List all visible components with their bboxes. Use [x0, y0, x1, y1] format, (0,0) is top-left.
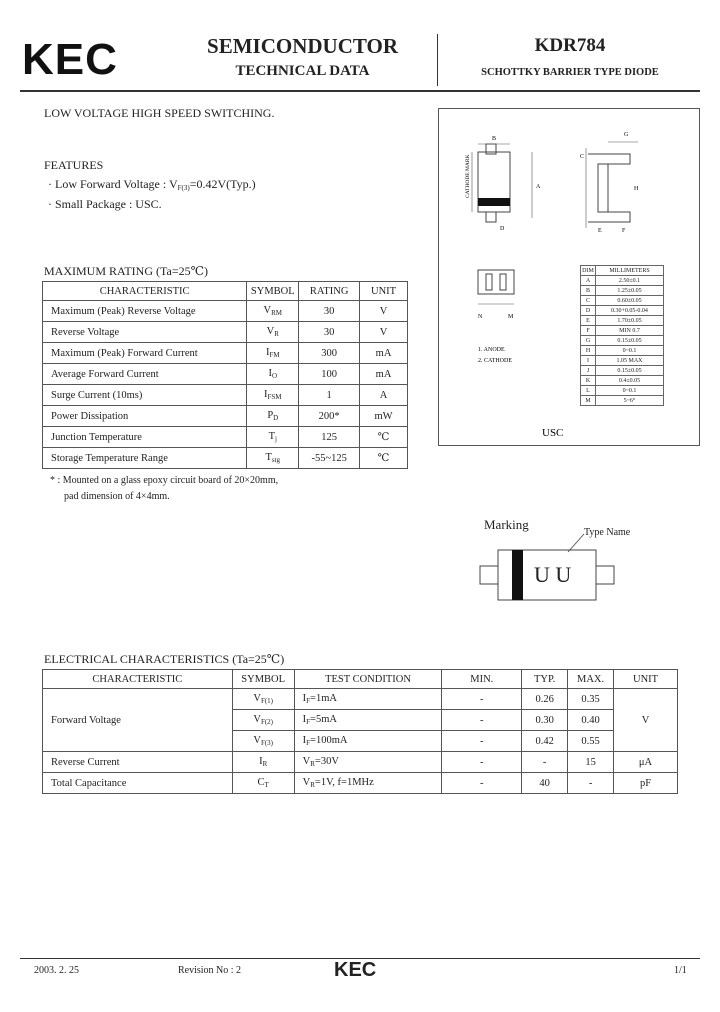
footer-logo: KEC: [334, 959, 377, 981]
column-header: TYP.: [522, 670, 568, 689]
min-cell: -: [442, 710, 522, 731]
rating-cell: 1: [299, 385, 360, 406]
marking-lead: [596, 566, 614, 584]
symbol-cell: $V_R$: [247, 322, 299, 343]
unit-cell: A: [360, 385, 408, 406]
characteristic-cell: Total Capacitance: [43, 773, 233, 794]
column-header: SYMBOL: [232, 670, 294, 689]
max-rating-table: [42, 281, 408, 469]
symbol-cell: $T_{stg}$: [247, 448, 299, 469]
dim-key: D: [581, 306, 596, 316]
column-header: MIN.: [442, 670, 522, 689]
column-header: MILLIMETERS: [596, 266, 664, 276]
electrical-table: [42, 669, 678, 794]
max-cell: 0.35: [568, 689, 614, 710]
symbol-cell: $C_T$: [232, 773, 294, 794]
characteristic-cell: Maximum (Peak) Reverse Voltage: [43, 301, 247, 322]
rating-note: pad dimension of 4×4mm.: [64, 491, 170, 502]
characteristic-cell: Surge Current (10ms): [43, 385, 247, 406]
symbol-cell: $I_{FSM}$: [247, 385, 299, 406]
dim-value: MIN 0.7: [596, 326, 664, 336]
table-row: [43, 448, 408, 469]
dim-value: 0.15±0.05: [596, 366, 664, 376]
dimension-table: [580, 265, 664, 406]
max-cell: -: [568, 773, 614, 794]
table-row: [581, 306, 664, 316]
dim-key: M: [581, 396, 596, 406]
table-row: [581, 396, 664, 406]
kec-logo: KEC: [22, 35, 118, 84]
column-header: RATING: [299, 282, 360, 301]
table-row: [581, 336, 664, 346]
table-row: [581, 286, 664, 296]
dim-key: B: [581, 286, 596, 296]
unit-cell: mW: [360, 406, 408, 427]
dim-value: 0~0.1: [596, 386, 664, 396]
pad: [500, 274, 506, 290]
max-rating-heading: MAXIMUM RATING (Ta=25℃): [44, 264, 209, 278]
rating-cell: 30: [299, 301, 360, 322]
dim-letter: G: [624, 132, 629, 138]
rating-cell: 300: [299, 343, 360, 364]
condition-cell: $I_F=5mA$: [294, 710, 442, 731]
column-header: MAX.: [568, 670, 614, 689]
side-view-outline: [588, 154, 630, 222]
dim-letter: D: [500, 226, 505, 232]
dim-value: 0.4±0.05: [596, 376, 664, 386]
footer-date: 2003. 2. 25: [34, 965, 79, 976]
table-row: [581, 296, 664, 306]
table-row: [43, 301, 408, 322]
dim-letter: M: [508, 314, 514, 320]
typ-cell: 0.42: [522, 731, 568, 752]
table-row: [43, 689, 678, 710]
min-cell: -: [442, 689, 522, 710]
typ-cell: 40: [522, 773, 568, 794]
table-row: [43, 752, 678, 773]
dim-letter: F: [622, 228, 626, 234]
table-row: [581, 376, 664, 386]
dim-letter: H: [634, 186, 639, 192]
condition-cell: $V_R=1V$, f=1MHz: [294, 773, 442, 794]
lead: [486, 212, 496, 222]
dim-value: 1.25±0.05: [596, 286, 664, 296]
characteristic-cell: Forward Voltage: [43, 689, 233, 752]
type-name-label: Type Name: [584, 527, 631, 538]
dim-letter: C: [580, 154, 585, 160]
dim-key: C: [581, 296, 596, 306]
characteristic-cell: Reverse Voltage: [43, 322, 247, 343]
condition-cell: $I_F=100mA$: [294, 731, 442, 752]
dim-letter: N: [478, 314, 483, 320]
symbol-cell: $I_{FM}$: [247, 343, 299, 364]
feature-item: · Small Package : USC.: [48, 197, 162, 211]
table-row: [581, 316, 664, 326]
marking-code: U U: [534, 562, 572, 587]
footer-revision: Revision No : 2: [178, 965, 242, 976]
typ-cell: -: [522, 752, 568, 773]
dim-letter: B: [492, 136, 497, 142]
symbol-cell: $P_D$: [247, 406, 299, 427]
dim-value: 2.50±0.1: [596, 276, 664, 286]
part-type: SCHOTTKY BARRIER TYPE DIODE: [481, 67, 659, 78]
leader-line: [568, 534, 584, 552]
unit-cell: mA: [360, 343, 408, 364]
column-header: UNIT: [614, 670, 678, 689]
dim-key: A: [581, 276, 596, 286]
min-cell: -: [442, 752, 522, 773]
column-header: TEST CONDITION: [294, 670, 442, 689]
pad: [486, 274, 492, 290]
condition-cell: $I_F=1mA$: [294, 689, 442, 710]
table-row: [43, 773, 678, 794]
cathode-band: [512, 550, 523, 600]
table-row: [43, 385, 408, 406]
rating-note: * : Mounted on a glass epoxy circuit board of 20×20mm,: [50, 475, 279, 486]
table-header-row: [43, 282, 408, 301]
table-header-row: [581, 266, 664, 276]
package-name: USC: [542, 427, 564, 439]
features-heading: FEATURES: [44, 158, 104, 172]
dim-value: 0.60±0.05: [596, 296, 664, 306]
dim-value: 5~6°: [596, 396, 664, 406]
unit-cell: V: [614, 689, 678, 752]
table-row: [581, 276, 664, 286]
table-row: [43, 406, 408, 427]
min-cell: -: [442, 731, 522, 752]
marking-lead: [480, 566, 498, 584]
column-header: CHARACTERISTIC: [43, 670, 233, 689]
column-header: CHARACTERISTIC: [43, 282, 247, 301]
footer-page: 1/1: [674, 965, 687, 976]
dim-key: G: [581, 336, 596, 346]
condition-cell: $V_R=30V$: [294, 752, 442, 773]
dim-value: 1.70±0.05: [596, 316, 664, 326]
column-header: SYMBOL: [247, 282, 299, 301]
header-title: SEMICONDUCTOR: [207, 34, 398, 58]
pin-label: 2. CATHODE: [478, 358, 512, 364]
dim-letter: A: [536, 184, 541, 190]
characteristic-cell: Power Dissipation: [43, 406, 247, 427]
unit-cell: ℃: [360, 427, 408, 448]
dim-key: F: [581, 326, 596, 336]
table-row: [581, 356, 664, 366]
typ-cell: 0.30: [522, 710, 568, 731]
cathode-band: [478, 198, 510, 206]
header-subtitle: TECHNICAL DATA: [235, 63, 370, 79]
dim-key: J: [581, 366, 596, 376]
characteristic-cell: Junction Temperature: [43, 427, 247, 448]
symbol-cell: $I_O$: [247, 364, 299, 385]
dim-key: H: [581, 346, 596, 356]
characteristic-cell: Maximum (Peak) Forward Current: [43, 343, 247, 364]
bottom-view-body: [478, 270, 514, 294]
column-header: DIM: [582, 267, 594, 274]
application-text: LOW VOLTAGE HIGH SPEED SWITCHING.: [44, 106, 275, 120]
characteristic-cell: Reverse Current: [43, 752, 233, 773]
dim-key: K: [581, 376, 596, 386]
table-row: [43, 427, 408, 448]
characteristic-cell: Storage Temperature Range: [43, 448, 247, 469]
table-row: [581, 386, 664, 396]
table-row: [43, 322, 408, 343]
dim-key: I: [581, 356, 596, 366]
table-row: [43, 343, 408, 364]
table-row: [581, 326, 664, 336]
rating-cell: 200*: [299, 406, 360, 427]
dim-value: 0~0.1: [596, 346, 664, 356]
cathode-mark-label: CATHODE MARK: [465, 154, 471, 198]
table-row: [43, 364, 408, 385]
max-cell: 0.40: [568, 710, 614, 731]
part-number: KDR784: [534, 35, 606, 56]
header-divider: [437, 34, 438, 86]
symbol-cell: $V_{F(1)}$: [232, 689, 294, 710]
characteristic-cell: Average Forward Current: [43, 364, 247, 385]
table-row: [581, 366, 664, 376]
pin-label: 1. ANODE: [478, 347, 505, 353]
electrical-heading: ELECTRICAL CHARACTERISTICS (Ta=25℃): [44, 652, 285, 666]
unit-cell: mA: [360, 364, 408, 385]
unit-cell: V: [360, 301, 408, 322]
rating-cell: 100: [299, 364, 360, 385]
symbol-cell: $V_{F(2)}$: [232, 710, 294, 731]
dim-value: 1.05 MAX: [596, 356, 664, 366]
side-view-body: [598, 164, 608, 212]
dim-value: 0.15±0.05: [596, 336, 664, 346]
header-rule: [20, 90, 700, 92]
min-cell: -: [442, 773, 522, 794]
feature-item: · Low Forward Voltage : $V_{F(3)}=0.42V(Typ.)$: [48, 177, 256, 192]
symbol-cell: $I_R$: [232, 752, 294, 773]
symbol-cell: $T_j$: [247, 427, 299, 448]
max-cell: 15: [568, 752, 614, 773]
dim-key: E: [581, 316, 596, 326]
column-header: UNIT: [360, 282, 408, 301]
max-cell: 0.55: [568, 731, 614, 752]
marking-label: Marking: [484, 517, 529, 532]
symbol-cell: $V_{RM}$: [247, 301, 299, 322]
table-header-row: [43, 670, 678, 689]
rating-cell: 125: [299, 427, 360, 448]
rating-cell: 30: [299, 322, 360, 343]
table-row: [581, 346, 664, 356]
unit-cell: pF: [614, 773, 678, 794]
dim-key: L: [581, 386, 596, 396]
unit-cell: ℃: [360, 448, 408, 469]
dim-value: 0.30+0.05-0.04: [596, 306, 664, 316]
typ-cell: 0.26: [522, 689, 568, 710]
unit-cell: μA: [614, 752, 678, 773]
rating-cell: -55~125: [299, 448, 360, 469]
symbol-cell: $V_{F(3)}$: [232, 731, 294, 752]
unit-cell: V: [360, 322, 408, 343]
dim-letter: E: [598, 228, 602, 234]
